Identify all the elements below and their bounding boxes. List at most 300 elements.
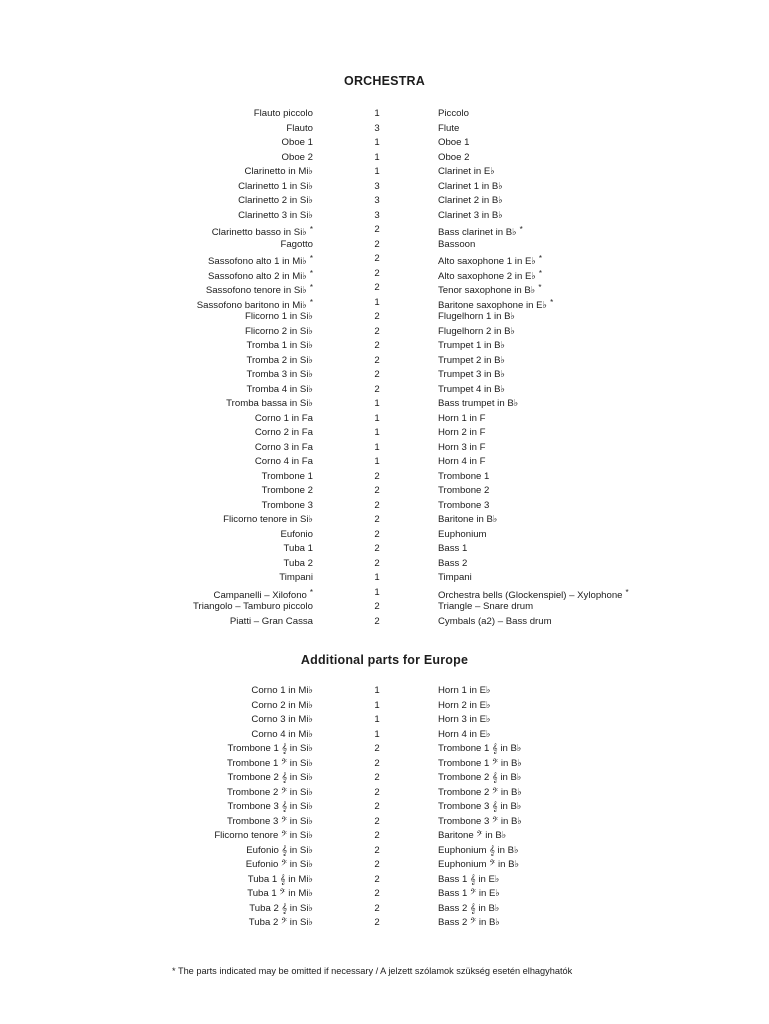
italian-part-text: Oboe 1 xyxy=(281,137,313,148)
italian-part-text: Corno 2 in Fa xyxy=(254,427,313,438)
part-count: 2 xyxy=(374,282,380,293)
english-part-name xyxy=(438,136,469,151)
italian-part-text: Flicorno tenore 𝄢 in Si♭ xyxy=(214,830,313,841)
italian-part-text: Trombone 2 xyxy=(261,485,313,496)
italian-part-name xyxy=(246,383,313,398)
italian-part-text: Trombone 1 xyxy=(261,470,313,482)
part-row xyxy=(0,354,769,369)
english-part-name xyxy=(438,412,485,427)
part-count: 2 xyxy=(374,830,380,841)
italian-part-text: Oboe 2 xyxy=(281,151,313,163)
english-part-name xyxy=(438,180,503,195)
part-row xyxy=(0,412,769,427)
part-count: 2 xyxy=(374,844,380,856)
part-row xyxy=(0,571,769,586)
part-row xyxy=(0,180,769,195)
english-part-name xyxy=(438,470,489,485)
part-count: 1 xyxy=(374,166,380,177)
part-row xyxy=(0,325,769,340)
optional-marker: * xyxy=(538,283,542,292)
italian-part-text: Corno 1 in Mi♭ xyxy=(251,685,313,696)
italian-part-name xyxy=(280,528,313,543)
part-count: 2 xyxy=(374,354,380,366)
part-count: 1 xyxy=(374,714,380,725)
part-row xyxy=(0,771,769,786)
part-row xyxy=(0,586,769,601)
english-part-name xyxy=(438,684,491,699)
italian-part-text: Eufonio 𝄢 in Si♭ xyxy=(245,859,313,870)
english-part-text: Horn 1 in E♭ xyxy=(438,685,491,696)
part-count: 1 xyxy=(374,699,380,711)
italian-part-name xyxy=(279,571,313,586)
english-part-name xyxy=(438,107,469,122)
english-part-name xyxy=(438,699,491,714)
part-row xyxy=(0,513,769,528)
english-part-text: Bass 1 𝄞 in E♭ xyxy=(438,873,500,885)
english-part-name xyxy=(438,499,489,514)
english-part-text: Baritone 𝄢 in B♭ xyxy=(438,830,507,841)
part-row xyxy=(0,296,769,311)
italian-part-name xyxy=(255,426,313,441)
italian-part-name xyxy=(214,829,313,844)
italian-part-text: Sassofono tenore in Si♭ xyxy=(205,285,307,296)
part-row xyxy=(0,194,769,209)
italian-part-text: Tromba 1 in Si♭ xyxy=(246,340,313,351)
english-part-text: Trumpet 2 in B♭ xyxy=(438,354,506,366)
italian-part-text: Flicorno tenore in Si♭ xyxy=(223,514,313,525)
english-part-text: Cymbals (a2) – Bass drum xyxy=(438,615,552,627)
english-part-name xyxy=(438,873,499,888)
english-part-text: Trombone 3 𝄢 in B♭ xyxy=(438,815,522,827)
english-part-text: Flugelhorn 2 in B♭ xyxy=(438,325,516,337)
italian-part-text: Sassofono alto 1 in Mi♭ xyxy=(207,256,307,267)
part-row xyxy=(0,426,769,441)
part-count: 2 xyxy=(374,743,380,754)
part-count: 2 xyxy=(374,253,380,264)
english-part-name xyxy=(438,815,522,830)
italian-part-name xyxy=(238,194,313,209)
italian-part-text: Eufonio xyxy=(280,528,313,540)
italian-part-name xyxy=(255,412,313,427)
italian-part-text: Fagotto xyxy=(280,238,313,250)
english-part-text: Trombone 2 xyxy=(438,485,490,496)
part-row xyxy=(0,281,769,296)
part-row xyxy=(0,542,769,557)
english-part-text: Trombone 2 𝄢 in B♭ xyxy=(438,786,522,798)
part-row xyxy=(0,339,769,354)
english-part-name xyxy=(438,858,519,873)
optional-marker: * xyxy=(309,283,313,292)
optional-marker: * xyxy=(550,297,554,307)
italian-part-text: Trombone 3 𝄞 in Si♭ xyxy=(227,801,313,812)
part-count: 3 xyxy=(374,180,380,192)
english-part-text: Trombone 1 𝄢 in B♭ xyxy=(438,757,522,769)
italian-part-name xyxy=(255,455,313,470)
part-row xyxy=(0,557,769,572)
italian-part-text: Eufonio 𝄞 in Si♭ xyxy=(246,844,313,856)
english-part-name xyxy=(438,615,552,630)
english-part-text: Bass 2 𝄞 in B♭ xyxy=(438,902,500,914)
italian-part-name xyxy=(246,354,313,369)
optional-marker: * xyxy=(309,254,313,263)
italian-part-name xyxy=(230,615,313,630)
part-count: 3 xyxy=(374,195,380,206)
part-count: 2 xyxy=(374,224,380,235)
italian-part-text: Sassofono alto 2 in Mi♭ xyxy=(207,270,307,282)
italian-part-name xyxy=(246,339,313,354)
english-part-name xyxy=(438,713,491,728)
part-row xyxy=(0,684,769,699)
english-part-name xyxy=(438,339,505,354)
english-part-text: Trumpet 4 in B♭ xyxy=(438,383,506,395)
part-row xyxy=(0,858,769,873)
english-part-name xyxy=(438,383,505,398)
english-part-name xyxy=(438,194,503,209)
part-row xyxy=(0,441,769,456)
italian-part-text: Sassofono baritono in Mi♭ xyxy=(196,299,307,311)
italian-part-text: Corno 4 in Mi♭ xyxy=(251,728,313,740)
english-part-name xyxy=(438,455,485,470)
english-part-text: Bass 2 xyxy=(438,557,468,569)
part-count: 1 xyxy=(374,398,380,409)
orchestra-parts-list xyxy=(0,107,769,629)
english-part-text: Bass clarinet in B♭ xyxy=(438,227,517,238)
italian-part-name xyxy=(254,107,313,122)
part-count: 2 xyxy=(374,325,380,337)
part-row xyxy=(0,916,769,931)
part-row xyxy=(0,786,769,801)
part-count: 2 xyxy=(374,888,380,899)
english-part-text: Bass 1 𝄢 in E♭ xyxy=(438,888,500,899)
italian-part-name xyxy=(244,165,313,180)
part-count: 2 xyxy=(374,528,380,540)
part-count: 2 xyxy=(374,801,380,812)
english-part-text: Horn 4 in E♭ xyxy=(438,728,491,740)
part-count: 2 xyxy=(374,873,380,885)
english-part-text: Euphonium 𝄢 in B♭ xyxy=(438,859,520,870)
english-part-name xyxy=(438,528,487,543)
english-part-text: Horn 2 in E♭ xyxy=(438,699,491,711)
italian-part-text: Trombone 1 𝄢 in Si♭ xyxy=(226,757,313,769)
part-count: 2 xyxy=(374,311,380,322)
italian-part-text: Tuba 2 𝄞 in Si♭ xyxy=(249,902,313,914)
italian-part-text: Trombone 3 𝄢 in Si♭ xyxy=(226,815,313,827)
part-count: 2 xyxy=(374,470,380,482)
part-count: 1 xyxy=(374,137,380,148)
english-part-name xyxy=(438,325,515,340)
english-part-text: Horn 1 in F xyxy=(438,412,486,424)
orchestra-title: ORCHESTRA xyxy=(344,74,425,88)
english-part-text: Piccolo xyxy=(438,108,469,119)
italian-part-text: Corno 3 in Mi♭ xyxy=(251,714,313,725)
optional-marker: * xyxy=(519,225,523,234)
english-part-name xyxy=(438,397,518,412)
italian-part-name xyxy=(248,873,313,888)
italian-part-name xyxy=(245,310,313,325)
part-count: 1 xyxy=(374,685,380,696)
part-row xyxy=(0,600,769,615)
english-part-text: Clarinet in E♭ xyxy=(438,166,495,177)
italian-part-name xyxy=(280,238,313,253)
part-count: 2 xyxy=(374,340,380,351)
english-part-name xyxy=(438,354,505,369)
italian-part-text: Tuba 2 𝄢 in Si♭ xyxy=(248,917,313,928)
english-part-name xyxy=(438,368,505,383)
part-count: 1 xyxy=(374,572,380,583)
english-part-name xyxy=(438,844,519,859)
italian-part-text: Triangolo – Tamburo piccolo xyxy=(193,601,313,612)
part-count: 1 xyxy=(374,296,380,308)
english-part-text: Bassoon xyxy=(438,238,476,250)
italian-part-name xyxy=(283,542,313,557)
optional-marker: * xyxy=(309,587,313,597)
english-part-name xyxy=(438,600,533,615)
english-part-text: Orchestra bells (Glockenspiel) – Xylophone xyxy=(438,589,623,601)
additional-parts-list xyxy=(0,684,769,931)
english-part-name xyxy=(438,742,521,757)
italian-part-text: Corno 4 in Fa xyxy=(254,456,313,467)
part-row xyxy=(0,107,769,122)
italian-part-text: Flauto xyxy=(286,122,313,134)
italian-part-name xyxy=(255,441,313,456)
part-row xyxy=(0,844,769,859)
english-part-name xyxy=(438,829,506,844)
english-part-text: Trombone 3 xyxy=(438,499,490,511)
italian-part-name xyxy=(245,325,313,340)
english-part-name xyxy=(438,484,489,499)
part-row xyxy=(0,713,769,728)
english-part-name xyxy=(438,513,497,528)
english-part-text: Clarinet 3 in B♭ xyxy=(438,209,503,221)
english-part-name xyxy=(438,557,467,572)
italian-part-text: Tromba 3 in Si♭ xyxy=(246,369,313,380)
english-part-name xyxy=(438,571,472,586)
part-count: 1 xyxy=(374,151,380,163)
english-part-text: Trombone 3 𝄞 in B♭ xyxy=(438,801,522,812)
optional-marker: * xyxy=(309,297,313,307)
english-part-text: Oboe 1 xyxy=(438,137,470,148)
italian-part-name xyxy=(262,499,313,514)
english-part-name xyxy=(438,786,522,801)
english-part-name xyxy=(438,542,467,557)
italian-part-name xyxy=(227,800,313,815)
italian-part-text: Tuba 1 𝄢 in Mi♭ xyxy=(247,888,313,899)
italian-part-text: Corno 1 in Fa xyxy=(254,412,313,424)
part-row xyxy=(0,165,769,180)
english-part-text: Clarinet 1 in B♭ xyxy=(438,180,503,192)
italian-part-text: Tromba 4 in Si♭ xyxy=(246,383,313,395)
italian-part-name xyxy=(227,742,313,757)
english-part-name xyxy=(438,800,521,815)
part-row xyxy=(0,800,769,815)
english-part-text: Alto saxophone 2 in E♭ xyxy=(438,270,536,282)
english-part-text: Horn 2 in F xyxy=(438,427,486,438)
italian-part-text: Tuba 1 xyxy=(283,543,313,554)
part-row xyxy=(0,267,769,282)
part-row xyxy=(0,209,769,224)
part-count: 1 xyxy=(374,412,380,424)
part-count: 2 xyxy=(374,485,380,496)
english-part-name xyxy=(438,757,522,772)
part-row xyxy=(0,829,769,844)
optional-marker: * xyxy=(538,268,542,278)
italian-part-text: Clarinetto in Mi♭ xyxy=(244,166,313,177)
english-part-text: Trombone 1 xyxy=(438,470,490,482)
english-part-text: Oboe 2 xyxy=(438,151,470,163)
part-row xyxy=(0,902,769,917)
part-count: 2 xyxy=(374,786,380,798)
italian-part-name xyxy=(251,684,313,699)
optional-marker: * xyxy=(309,225,313,234)
part-row xyxy=(0,252,769,267)
part-count: 2 xyxy=(374,499,380,511)
italian-part-text: Clarinetto 2 in Si♭ xyxy=(238,195,313,206)
italian-part-text: Timpani xyxy=(279,572,313,583)
english-part-text: Trumpet 3 in B♭ xyxy=(438,369,506,380)
part-count: 2 xyxy=(374,383,380,395)
english-part-name xyxy=(438,902,499,917)
part-count: 2 xyxy=(374,757,380,769)
part-row xyxy=(0,136,769,151)
italian-part-text: Trombone 2 𝄞 in Si♭ xyxy=(227,772,313,783)
english-part-text: Horn 3 in F xyxy=(438,441,486,453)
part-row xyxy=(0,470,769,485)
italian-part-name xyxy=(249,902,313,917)
part-count: 2 xyxy=(374,772,380,783)
english-part-name xyxy=(438,310,515,325)
italian-part-text: Tromba bassa in Si♭ xyxy=(226,398,313,409)
english-part-text: Flugelhorn 1 in B♭ xyxy=(438,311,516,322)
english-part-name xyxy=(438,728,491,743)
english-part-text: Clarinet 2 in B♭ xyxy=(438,195,503,206)
english-part-text: Euphonium 𝄞 in B♭ xyxy=(438,844,519,856)
english-part-text: Horn 4 in F xyxy=(438,456,486,467)
italian-part-name xyxy=(246,844,313,859)
english-part-name xyxy=(438,238,475,253)
italian-part-name xyxy=(282,151,313,166)
footnote: * The parts indicated may be omitted if necessary / A jelzett szólamok szükség esetén elhagyhatók xyxy=(172,966,573,976)
italian-part-name xyxy=(227,757,313,772)
part-count: 3 xyxy=(374,122,380,134)
italian-part-text: Campanelli – Xilofono xyxy=(213,589,307,601)
italian-part-text: Clarinetto 1 in Si♭ xyxy=(238,180,313,192)
italian-part-name xyxy=(246,858,313,873)
part-count: 1 xyxy=(374,427,380,438)
english-part-name xyxy=(438,209,503,224)
part-count: 2 xyxy=(374,557,380,569)
part-count: 1 xyxy=(374,108,380,119)
part-row xyxy=(0,815,769,830)
italian-part-text: Tuba 1 𝄞 in Mi♭ xyxy=(247,873,313,885)
english-part-text: Baritone in B♭ xyxy=(438,514,498,525)
part-count: 1 xyxy=(374,456,380,467)
part-count: 2 xyxy=(374,369,380,380)
english-part-name xyxy=(438,771,521,786)
english-part-name xyxy=(438,441,485,456)
english-part-name xyxy=(438,916,500,931)
english-part-text: Euphonium xyxy=(438,528,487,540)
italian-part-name xyxy=(227,815,313,830)
part-row xyxy=(0,484,769,499)
part-count: 1 xyxy=(374,441,380,453)
part-row xyxy=(0,310,769,325)
english-part-name xyxy=(438,426,485,441)
part-count: 2 xyxy=(374,859,380,870)
english-part-text: Flute xyxy=(438,122,460,134)
english-part-text: Timpani xyxy=(438,572,472,583)
italian-part-text: Clarinetto basso in Si♭ xyxy=(211,227,307,238)
part-count: 2 xyxy=(374,815,380,827)
english-part-name xyxy=(438,165,495,180)
part-count: 1 xyxy=(374,728,380,740)
optional-marker: * xyxy=(309,268,313,278)
italian-part-name xyxy=(262,470,313,485)
english-part-text: Alto saxophone 1 in E♭ xyxy=(438,256,536,267)
part-count: 2 xyxy=(374,917,380,928)
italian-part-text: Piatti – Gran Cassa xyxy=(229,615,313,627)
italian-part-name xyxy=(282,136,313,151)
english-part-text: Bass trumpet in B♭ xyxy=(438,398,519,409)
part-count: 2 xyxy=(374,543,380,554)
italian-part-name xyxy=(251,713,313,728)
english-part-text: Triangle – Snare drum xyxy=(438,601,534,612)
italian-part-name xyxy=(193,600,313,615)
part-row xyxy=(0,455,769,470)
italian-part-text: Flicorno 2 in Si♭ xyxy=(245,325,313,337)
optional-marker: * xyxy=(538,254,542,263)
italian-part-name xyxy=(286,122,313,137)
part-row xyxy=(0,368,769,383)
italian-part-name xyxy=(227,786,313,801)
english-part-text: Trumpet 1 in B♭ xyxy=(438,340,506,351)
italian-part-text: Flauto piccolo xyxy=(253,108,313,119)
part-count: 2 xyxy=(374,514,380,525)
italian-part-name xyxy=(283,557,313,572)
italian-part-name xyxy=(226,397,313,412)
english-part-text: Baritone saxophone in E♭ xyxy=(438,299,548,311)
part-row xyxy=(0,397,769,412)
english-part-text: Horn 3 in E♭ xyxy=(438,714,491,725)
additional-parts-title: Additional parts for Europe xyxy=(300,653,469,667)
part-row xyxy=(0,873,769,888)
italian-part-name xyxy=(227,771,313,786)
part-row xyxy=(0,757,769,772)
part-count: 2 xyxy=(374,601,380,612)
optional-marker: * xyxy=(625,587,629,597)
english-part-text: Bass 2 𝄢 in B♭ xyxy=(438,917,500,928)
italian-part-text: Corno 2 in Mi♭ xyxy=(251,699,313,711)
part-row xyxy=(0,615,769,630)
italian-part-text: Flicorno 1 in Si♭ xyxy=(245,311,313,322)
italian-part-name xyxy=(247,887,313,902)
italian-part-text: Trombone 2 𝄢 in Si♭ xyxy=(226,786,313,798)
part-row xyxy=(0,742,769,757)
english-part-name xyxy=(438,122,459,137)
part-row xyxy=(0,122,769,137)
english-part-name xyxy=(438,151,469,166)
english-part-text: Trombone 1 𝄞 in B♭ xyxy=(438,743,522,754)
part-count: 2 xyxy=(374,615,380,627)
italian-part-text: Tromba 2 in Si♭ xyxy=(246,354,313,366)
part-count: 2 xyxy=(374,267,380,279)
english-part-text: Tenor saxophone in B♭ xyxy=(438,285,536,296)
english-part-text: Bass 1 xyxy=(438,543,468,554)
part-count: 2 xyxy=(374,902,380,914)
part-row xyxy=(0,499,769,514)
part-count: 3 xyxy=(374,209,380,221)
italian-part-text: Clarinetto 3 in Si♭ xyxy=(238,209,313,221)
italian-part-name xyxy=(238,209,313,224)
